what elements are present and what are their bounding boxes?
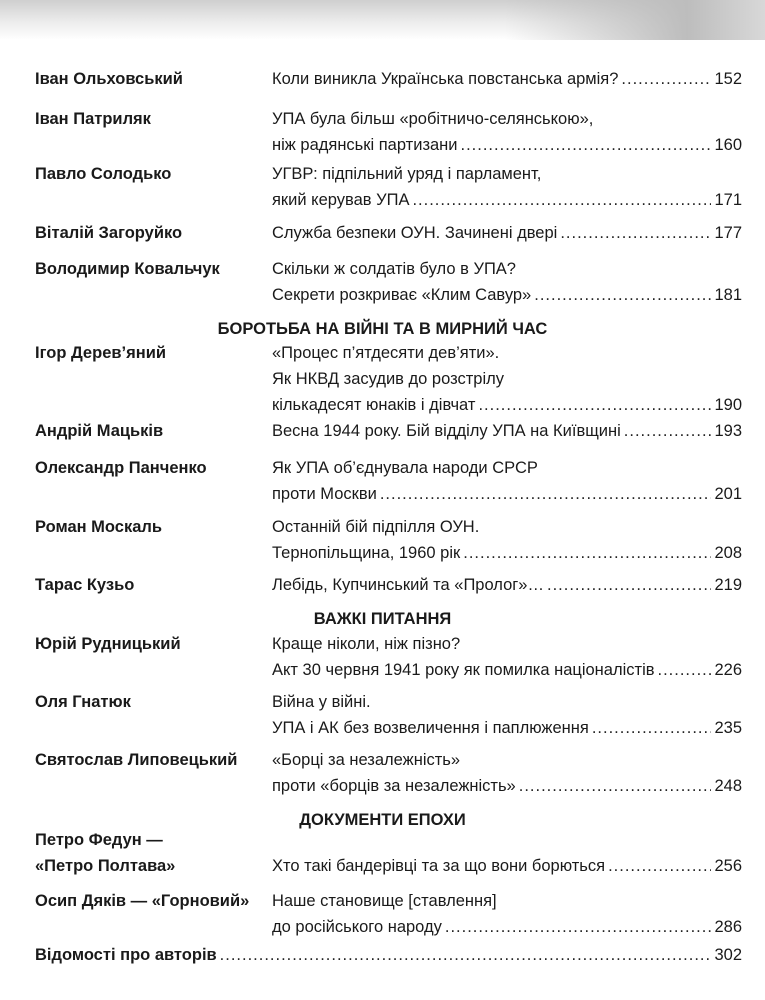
entry-page-number: 286 [714,918,742,936]
entry-page-number: 219 [714,576,742,594]
entry-title-line: до російського народу [272,918,442,936]
entry-title-line: Секрети розкриває «Клим Савур» [272,286,532,304]
entry-page-number: 171 [714,191,742,209]
leader-dots [445,914,712,940]
entry-author: Святослав Липовецький [35,751,238,769]
section-heading: ДОКУМЕНТИ ЕПОХИ [299,811,466,829]
entry-title [272,455,742,507]
entry-title-line: Скільки ж солдатів було в УПА? [272,260,516,278]
entry-author: Юрій Рудницький [35,635,181,653]
entry-title-line: кількадесят юнаків і дівчат [272,396,476,414]
toc-entry-authors-info [35,942,742,968]
leader-dots [461,132,712,158]
entry-author: Павло Солодько [35,165,172,183]
entry-title-last-line [272,187,742,213]
entry-page-number: 256 [714,857,742,875]
entry-title-last-line [35,942,742,968]
entry-title [272,418,742,444]
entry-author: Олександр Панченко [35,459,207,477]
entry-title-last-line [272,418,742,444]
entry-page-number: 302 [714,946,742,964]
leader-dots [547,572,711,598]
entry-title [272,689,742,741]
entry-title [272,514,742,566]
entry-title [272,853,742,879]
leader-dots [478,392,711,418]
entry-page-number: 226 [714,661,742,679]
entry-author: Іван Ольховський [35,70,183,88]
leader-dots [519,773,712,799]
entry-title-line: Хто такі бандерівці та за що вони борються [272,857,606,875]
entry-title [272,161,742,213]
leader-dots [624,418,712,444]
entry-title-line: Акт 30 червня 1941 року як помилка націоналістів [272,661,655,679]
entry-author: Андрій Мацьків [35,422,164,440]
entry-title-line: який керував УПА [272,191,410,209]
entry-title-line: Наше становище [ставлення] [272,892,497,910]
entry-title-last-line [272,914,742,940]
entry-title-last-line [272,392,742,418]
entry-title-line: проти Москви [272,485,377,503]
leader-dots [560,220,711,246]
section-heading: БОРОТЬБА НА ВІЙНІ ТА В МИРНИЙ ЧАС [217,320,548,338]
leader-dots [463,540,711,566]
entry-title [272,888,742,940]
entry-title-line: Відомості про авторів [35,946,217,964]
leader-dots [621,66,711,92]
entry-title [272,106,742,158]
entry-author: Роман Москаль [35,518,163,536]
entry-author: Володимир Ковальчук [35,260,220,278]
entry-title-last-line [272,66,742,92]
leader-dots [534,282,711,308]
entry-title-last-line [272,220,742,246]
entry-title-line: Як НКВД засудив до розстрілу [272,370,504,388]
entry-page-number: 160 [714,136,742,154]
entry-title-line: УГВР: підпільний уряд і парламент, [272,165,542,183]
entry-title-line: УПА і АК без возвеличення і паплюження [272,719,589,737]
leader-dots [412,187,711,213]
entry-title-line: «Процес п’ятдесяти дев’яти». [272,344,500,362]
entry-title-last-line [272,132,742,158]
entry-title [272,66,742,92]
leader-dots [220,942,712,968]
entry-page-number: 190 [714,396,742,414]
entry-title [272,256,742,308]
entry-page-number: 201 [714,485,742,503]
entry-title-line: ніж радянські партизани [272,136,458,154]
entry-title-line: проти «борців за незалежність» [272,777,516,795]
entry-author: Ігор Дерев’яний [35,344,166,362]
entry-title-line: Як УПА об’єднувала народи СРСР [272,459,538,477]
entry-title-last-line [272,657,742,683]
entry-title-last-line [272,481,742,507]
entry-title [272,572,742,598]
leader-dots [658,657,712,683]
entry-title-line: Останній бій підпілля ОУН. [272,518,480,536]
entry-page-number: 181 [714,286,742,304]
entry-title [272,340,742,418]
entry-title-last-line [272,715,742,741]
entry-title-line: Краще ніколи, ніж пізно? [272,635,461,653]
entry-title-line: УПА була більш «робітничо-селянською», [272,110,594,128]
entry-page-number: 152 [714,70,742,88]
entry-author: Іван Патриляк [35,110,151,128]
entry-title-last-line [272,282,742,308]
leader-dots [380,481,712,507]
entry-page-number: 193 [714,422,742,440]
entry-title-line: Лебідь, Купчинський та «Пролог»… [272,576,544,594]
leader-dots [592,715,712,741]
entry-title [272,220,742,246]
entry-page-number: 235 [714,719,742,737]
entry-author: Осип Дяків — «Горновий» [35,892,250,910]
entry-title-last-line [272,853,742,879]
entry-author: Оля Гнатюк [35,693,131,711]
entry-title-line: Весна 1944 року. Бій відділу УПА на Київщині [272,422,621,440]
entry-title-line: Війна у війні. [272,693,371,711]
entry-title-line: Тернопільщина, 1960 рік [272,544,461,562]
entry-title-line: «Борці за незалежність» [272,751,461,769]
entry-title [272,747,742,799]
entry-author: Віталій Загоруйко [35,224,183,242]
entry-title [272,631,742,683]
entry-page-number: 208 [714,544,742,562]
entry-title-line: Служба безпеки ОУН. Зачинені двері [272,224,558,242]
section-heading: ВАЖКІ ПИТАННЯ [313,610,452,628]
entry-author: Тарас Кузьо [35,576,135,594]
leader-dots [608,853,711,879]
entry-page-number: 248 [714,777,742,795]
entry-author: Петро Федун — «Петро Полтава» [35,831,176,875]
entry-title-last-line [272,572,742,598]
entry-page-number: 177 [714,224,742,242]
entry-title-last-line [272,540,742,566]
entry-title-last-line [272,773,742,799]
entry-title-line: Коли виникла Українська повстанська армія? [272,70,619,88]
